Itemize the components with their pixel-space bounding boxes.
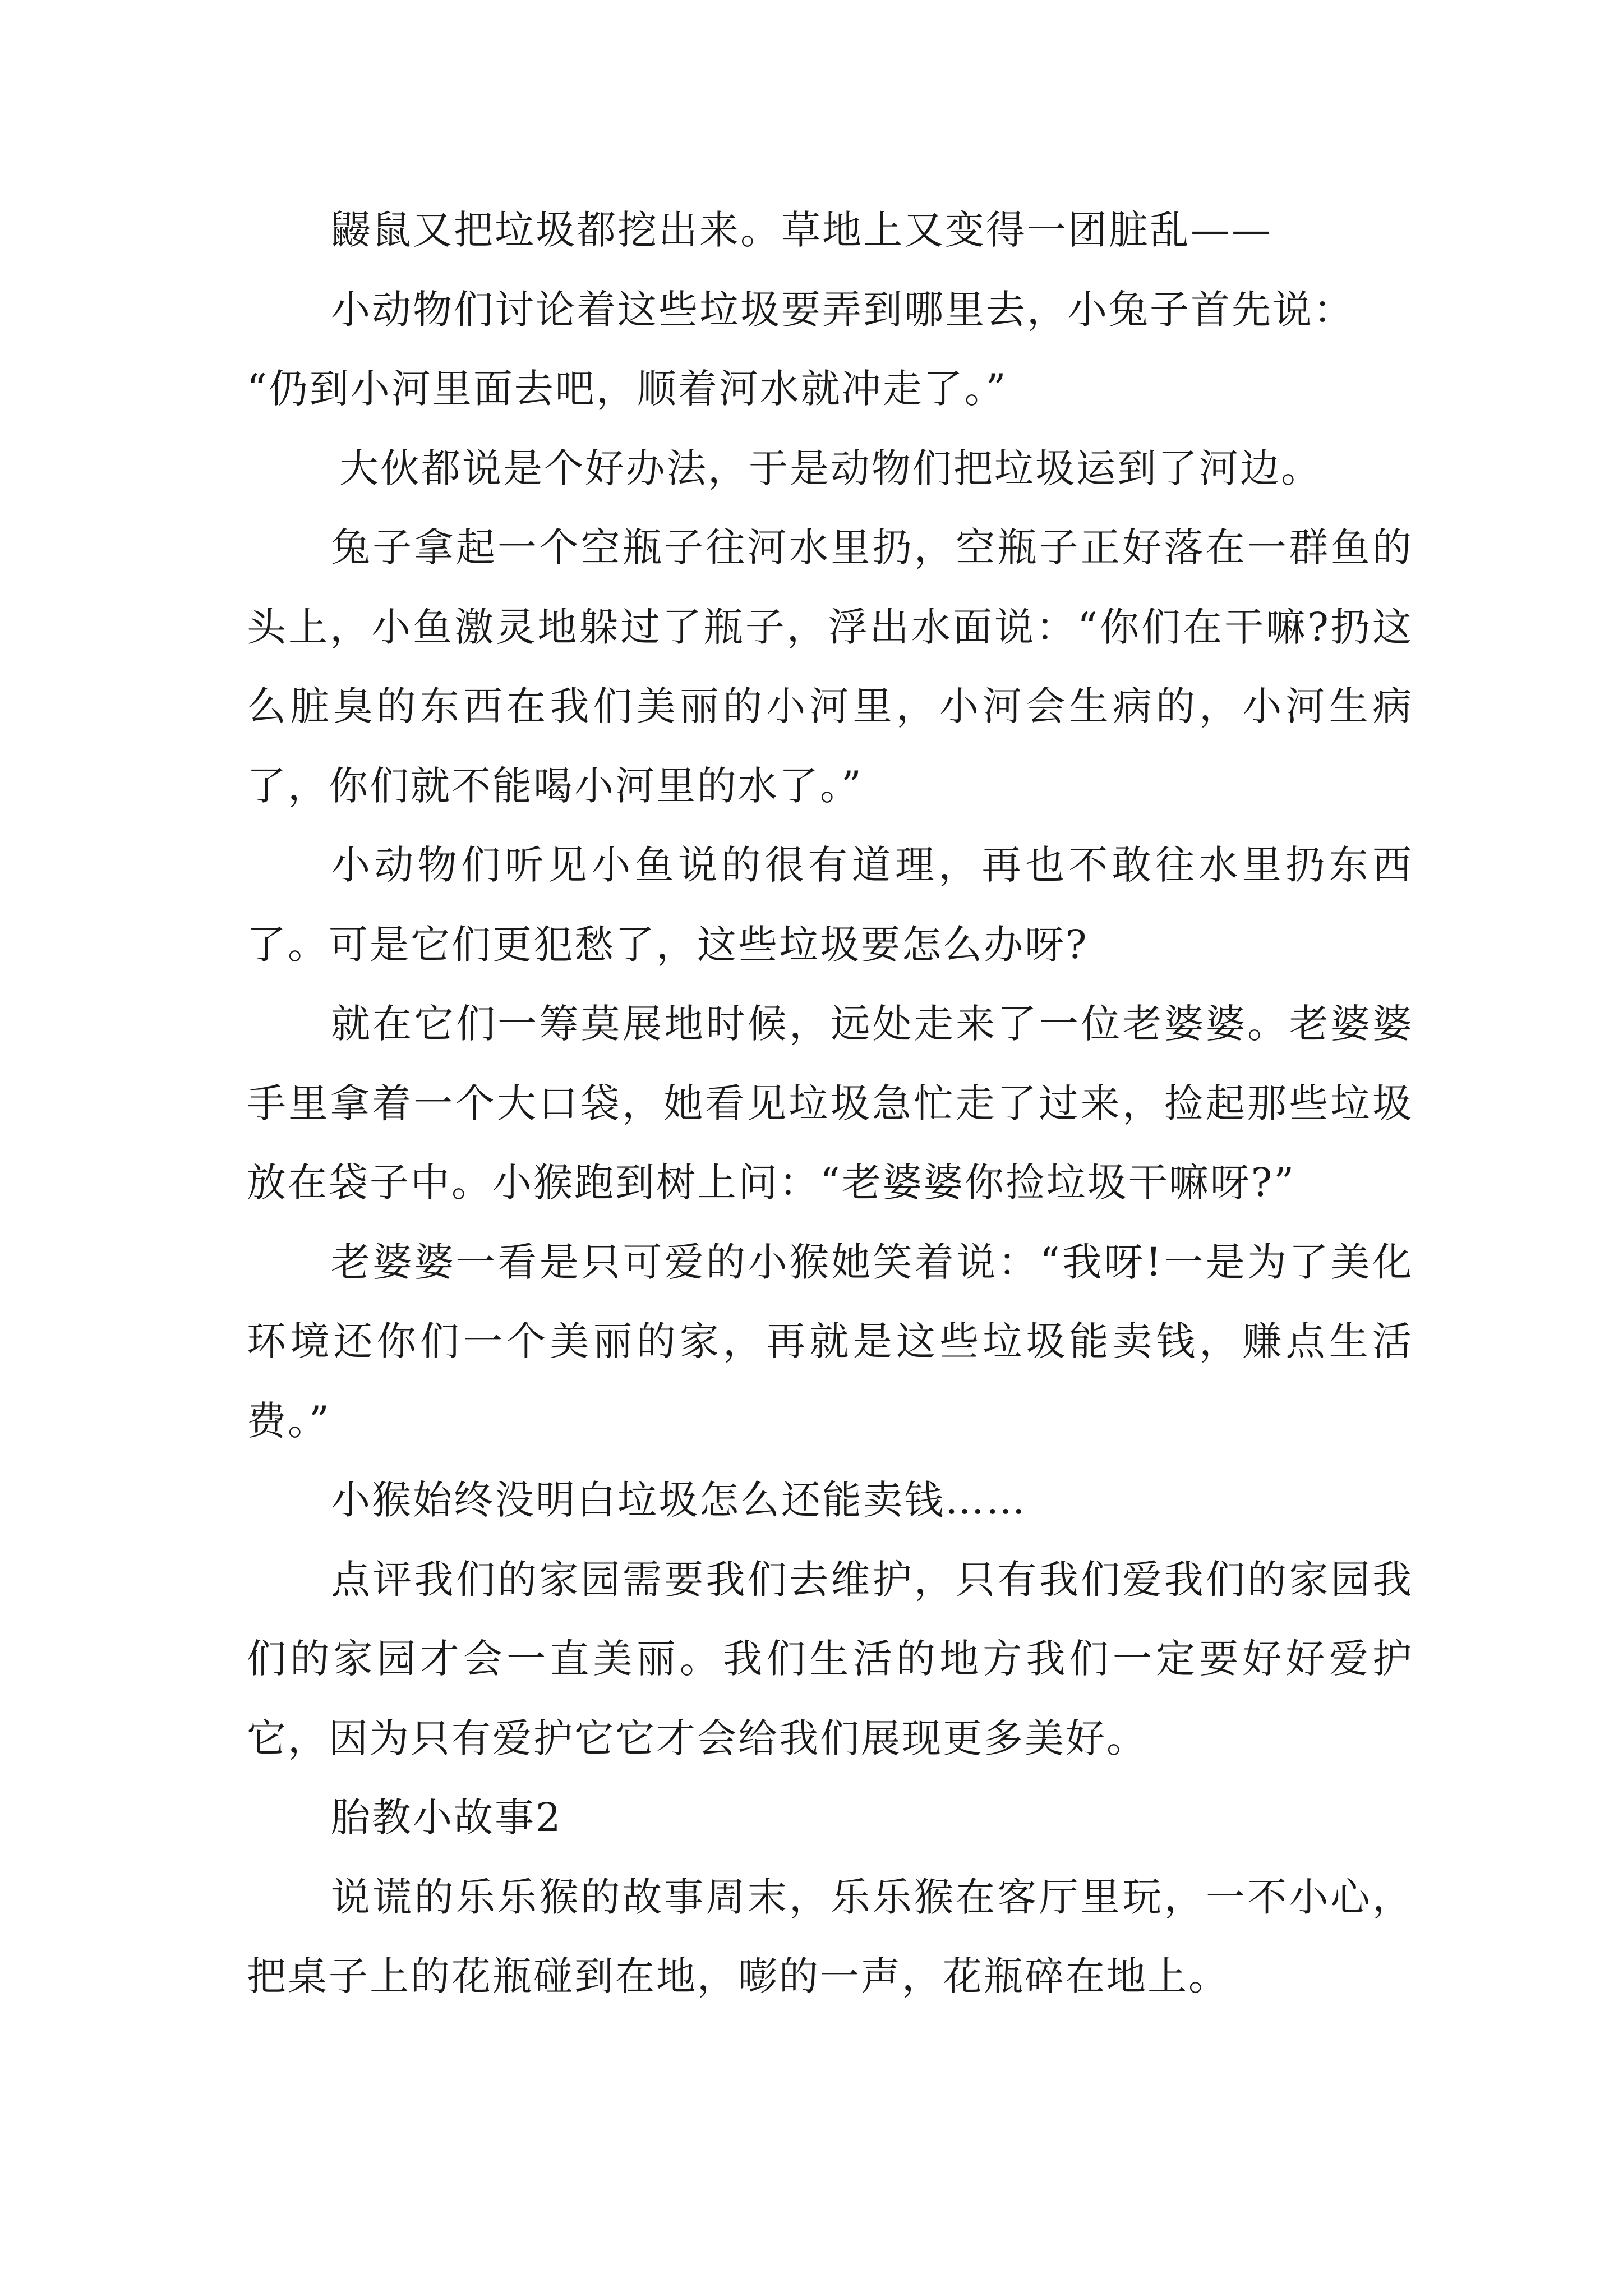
paragraph: 老婆婆一看是只可爱的小猴她笑着说：“我呀!一是为了美化环境还你们一个美丽的家，再就是这些垃圾能卖钱，赚点生活费。” (247, 1239, 1413, 1444)
paragraph: 小猴始终没明白垃圾怎么还能卖钱…… (331, 1477, 1027, 1523)
paragraph: 说谎的乐乐猴的故事周末，乐乐猴在客厅里玩，一不小心，把桌子上的花瓶碰到在地，嘭的一声，花瓶碎在地上。 (247, 1874, 1413, 1999)
body-text (247, 191, 1413, 2017)
paragraph: 兔子拿起一个空瓶子往河水里扔，空瓶子正好落在一群鱼的头上，小鱼激灵地躲过了瓶子，浮出水面说：“你们在干嘛?扔这么脏臭的东西在我们美丽的小河里，小河会生病的，小河生病了，你们就不能喝小河里的水了。” (247, 524, 1413, 809)
section-heading: 胎教小故事2 (331, 1795, 562, 1841)
paragraph: 鼹鼠又把垃圾都挖出来。草地上又变得一团脏乱—— (331, 207, 1272, 253)
paragraph: 小动物们讨论着这些垃圾要弄到哪里去，小兔子首先说： (331, 286, 1354, 333)
paragraph: 就在它们一筹莫展地时候，远处走来了一位老婆婆。老婆婆手里拿着一个大口袋，她看见垃圾急忙走了过来，捡起那些垃圾放在袋子中。小猴跑到树上问：“老婆婆你捡垃圾干嘛呀?” (247, 1001, 1413, 1205)
paragraph: 小动物们听见小鱼说的很有道理，再也不敢往水里扔东西了。可是它们更犯愁了，这些垃圾要怎么办呀? (247, 842, 1413, 968)
paragraph: “仍到小河里面去吧，顺着河水就冲走了。” (247, 366, 1008, 412)
paragraph: 大伙都说是个好办法，于是动物们把垃圾运到了河边。 (339, 445, 1322, 491)
paragraph: 点评我们的家园需要我们去维护，只有我们爱我们的家园我们的家园才会一直美丽。我们生活的地方我们一定要好好爱护它，因为只有爱护它它才会给我们展现更多美好。 (247, 1556, 1413, 1761)
